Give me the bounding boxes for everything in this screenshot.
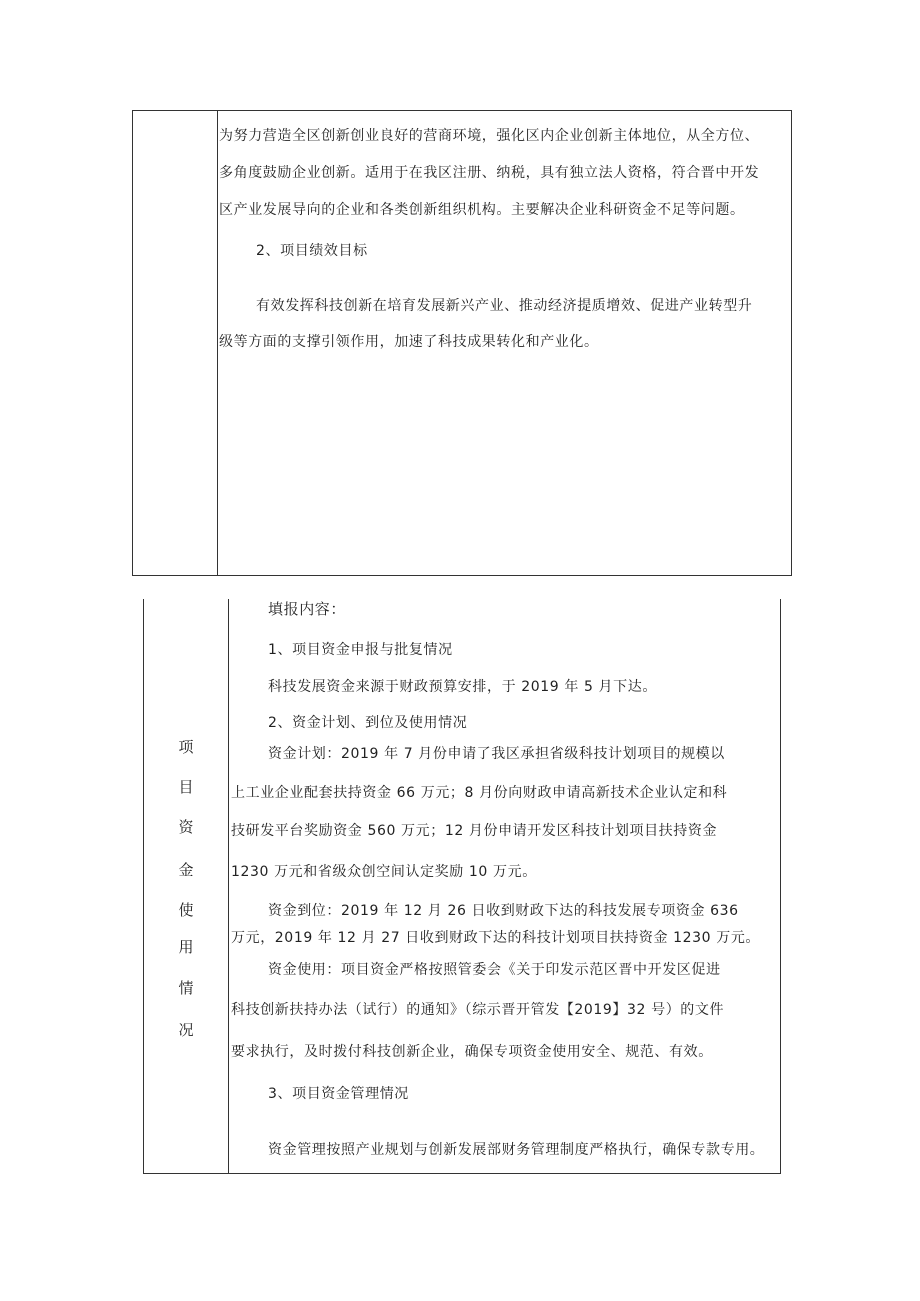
usage-line: 科技创新扶持办法（试行）的通知》（综示晋开管发【2019】32 号）的文件 [231, 1002, 725, 1018]
column-divider [217, 111, 218, 575]
label-char: 用 [178, 938, 194, 956]
apply-text: 科技发展资金来源于财政预算安排，于 2019 年 5 月下达。 [268, 679, 657, 695]
heading-plan: 2、资金计划、到位及使用情况 [268, 715, 468, 731]
label-char: 项 [178, 738, 194, 756]
label-char: 况 [178, 1021, 194, 1039]
usage-line: 资金使用：项目资金严格按照管委会《关于印发示范区晋中开发区促进 [268, 962, 721, 978]
overview-line: 区产业发展导向的企业和各类创新组织机构。主要解决企业科研资金不足等问题。 [219, 202, 745, 218]
heading-management: 3、项目资金管理情况 [268, 1086, 409, 1102]
fill-label: 填报内容： [268, 600, 347, 618]
management-text: 资金管理按照产业规划与创新发展部财务管理制度严格执行，确保专款专用。 [268, 1142, 765, 1158]
overview-line: 为努力营造全区创新创业良好的营商环境，强化区内企业创新主体地位，从全方位、 [219, 128, 760, 144]
plan-line: 上工业企业配套扶持资金 66 万元；8 月份向财政申请高新技术企业认定和科 [231, 785, 728, 801]
column-divider [228, 599, 229, 1173]
overview-line: 多角度鼓励企业创新。适用于在我区注册、纳税，具有独立法人资格，符合晋中开发 [219, 165, 760, 181]
label-char: 目 [178, 778, 194, 796]
label-char: 使 [178, 901, 194, 919]
goal-line: 有效发挥科技创新在培育发展新兴产业、推动经济提质增效、促进产业转型升 [256, 298, 753, 314]
label-char: 金 [178, 861, 194, 879]
arrival-line: 资金到位：2019 年 12 月 26 日收到财政下达的科技发展专项资金 636 [268, 903, 739, 919]
plan-line: 资金计划：2019 年 7 月份申请了我区承担省级科技计划项目的规模以 [268, 746, 725, 762]
plan-line: 1230 万元和省级众创空间认定奖励 10 万元。 [231, 864, 537, 880]
label-char: 资 [178, 818, 194, 836]
goal-line: 级等方面的支撑引领作用，加速了科技成果转化和产业化。 [219, 334, 599, 350]
goal-heading: 2、项目绩效目标 [256, 243, 368, 259]
heading-apply: 1、项目资金申报与批复情况 [268, 642, 453, 658]
usage-line: 要求执行，及时拨付科技创新企业，确保专项资金使用安全、规范、有效。 [231, 1044, 713, 1060]
plan-line: 技研发平台奖励资金 560 万元；12 月份申请开发区科技计划项目扶持资金 [231, 823, 718, 839]
label-char: 情 [178, 979, 194, 997]
arrival-line: 万元，2019 年 12 月 27 日收到财政下达的科技计划项目扶持资金 1230 万元。 [231, 930, 761, 946]
